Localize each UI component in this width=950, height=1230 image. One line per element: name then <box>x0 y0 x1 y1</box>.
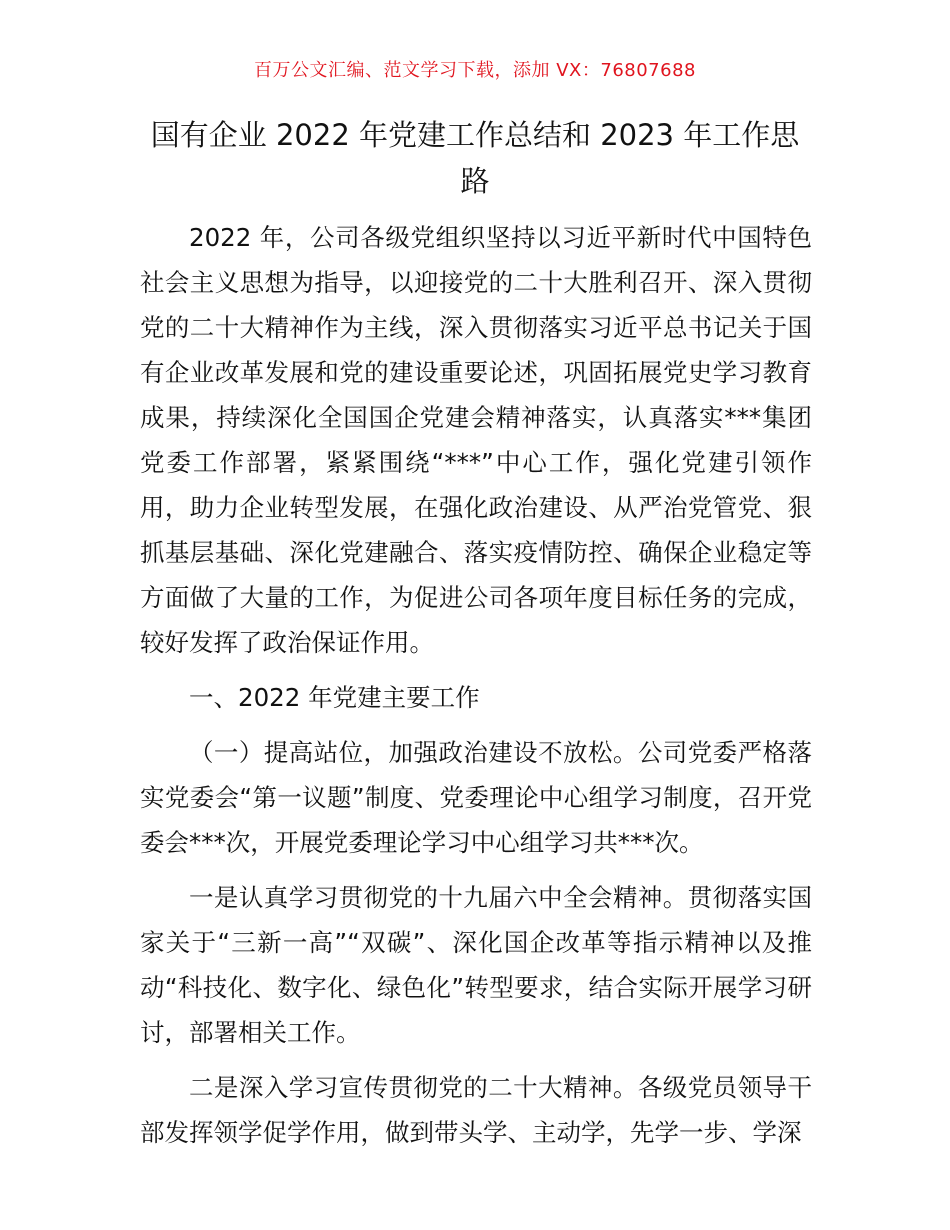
paragraph-intro: 2022 年，公司各级党组织坚持以习近平新时代中国特色社会主义思想为指导，以迎接党的二十大胜利召开、深入贯彻党的二十大精神作为主线，深入贯彻落实习近平总书记关于国有企业改革发展和党的建设重要论述，巩固拓展党史学习教育成果，持续深化全国国企党建会精神落实，认真落实***集团党委工作部署，紧紧围绕“***”中心工作，强化党建引领作用，助力企业转型发展，在强化政治建设、从严治党管党、狠抓基层基础、深化党建融合、落实疫情防控、确保企业稳定等方面做了大量的工作，为促进公司各项年度目标任务的完成，较好发挥了政治保证作用。 <box>140 223 812 657</box>
paragraph-point-2: 二是深入学习宣传贯彻党的二十大精神。各级党员领导干部发挥领学促学作用，做到带头学、主动学，先学一步、学深 <box>140 1073 812 1147</box>
paragraph-subsection-1: （一）提高站位，加强政治建设不放松。公司党委严格落实党委会“第一议题”制度、党委理论中心组学习制度，召开党委会***次，开展党委理论学习中心组学习共***次。 <box>140 738 812 857</box>
section-heading-1: 一、2022 年党建主要工作 <box>189 683 480 712</box>
paragraph-point-1: 一是认真学习贯彻党的十九届六中全会精神。贯彻落实国家关于“三新一高”“双碳”、深化国企改革等指示精神以及推动“科技化、数字化、绿色化”转型要求，结合实际开展学习研讨，部署相关工作。 <box>140 883 812 1047</box>
document-title: 国有企业 2022 年党建工作总结和 2023 年工作思路 <box>150 118 800 198</box>
header-watermark-note: 百万公文汇编、范文学习下载，添加 VX：76807688 <box>254 60 696 81</box>
document-body <box>140 215 812 1155</box>
